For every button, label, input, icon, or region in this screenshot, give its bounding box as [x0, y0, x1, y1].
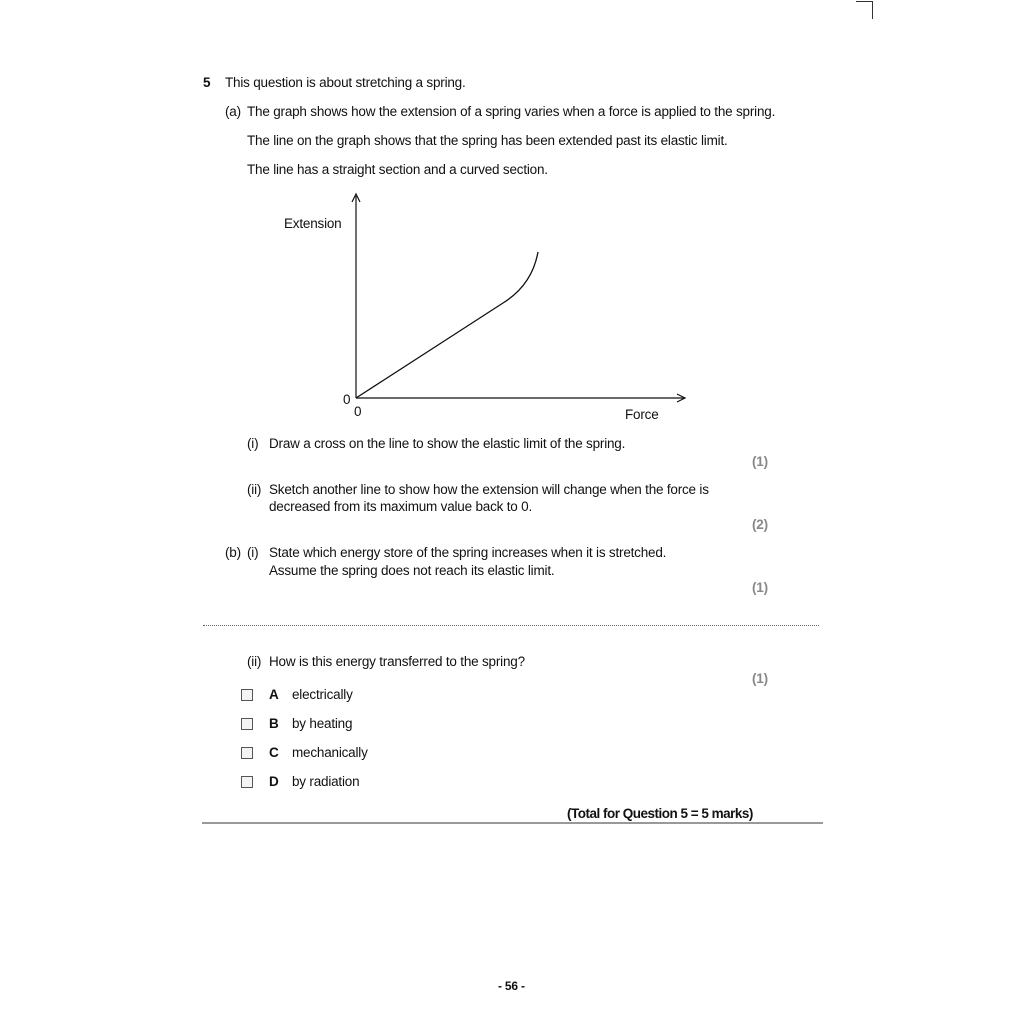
part-b-i-text-2: Assume the spring does not reach its elastic limit.	[269, 563, 555, 578]
y-origin-label: 0	[343, 392, 351, 407]
option-c-text: mechanically	[292, 745, 368, 760]
part-a-ii-marks: (2)	[752, 517, 768, 532]
section-divider	[202, 822, 823, 824]
extension-curve	[356, 252, 538, 398]
part-a-i-text: Draw a cross on the line to show the elastic limit of the spring.	[269, 436, 626, 451]
option-a-checkbox[interactable]	[241, 689, 253, 701]
part-a-line-2: The line on the graph shows that the spring has been extended past its elastic limit.	[247, 133, 728, 148]
part-a-ii-text-2: decreased from its maximum value back to 0.	[269, 499, 533, 514]
part-a-i-marks: (1)	[752, 454, 768, 469]
part-a-ii-label: (ii)	[247, 482, 262, 497]
part-b-ii-marks: (1)	[752, 671, 768, 686]
question-intro: This question is about stretching a spring.	[225, 75, 466, 90]
option-c-checkbox[interactable]	[241, 747, 253, 759]
part-b-ii-label: (ii)	[247, 654, 262, 669]
part-a-line-1: The graph shows how the extension of a spring varies when a force is applied to the spring.	[247, 104, 776, 119]
part-b-label: (b)	[225, 545, 241, 560]
part-a-line-3: The line has a straight section and a curved section.	[247, 162, 548, 177]
option-b-checkbox[interactable]	[241, 718, 253, 730]
part-b-i-text-1: State which energy store of the spring increases when it is stretched.	[269, 545, 667, 560]
option-c-letter: C	[269, 745, 279, 760]
part-b-ii-text: How is this energy transferred to the spring?	[269, 654, 525, 669]
option-d-letter: D	[269, 774, 279, 789]
part-a-label: (a)	[225, 104, 241, 119]
question-number: 5	[203, 75, 211, 90]
part-a-ii-text-1: Sketch another line to show how the extension will change when the force is	[269, 482, 709, 497]
option-a-letter: A	[269, 687, 279, 702]
part-b-i-marks: (1)	[752, 580, 768, 595]
part-b-i-label: (i)	[247, 545, 259, 560]
x-origin-label: 0	[354, 404, 362, 419]
y-axis-label: Extension	[284, 216, 342, 231]
question-total: (Total for Question 5 = 5 marks)	[567, 806, 753, 821]
option-d-checkbox[interactable]	[241, 776, 253, 788]
option-b-text: by heating	[292, 716, 353, 731]
option-a-text: electrically	[292, 687, 353, 702]
option-d-text: by radiation	[292, 774, 360, 789]
option-b-letter: B	[269, 716, 279, 731]
answer-line[interactable]	[203, 625, 819, 626]
x-axis-label: Force	[625, 407, 659, 422]
page-number: - 56 -	[498, 979, 525, 993]
part-a-i-label: (i)	[247, 436, 259, 451]
